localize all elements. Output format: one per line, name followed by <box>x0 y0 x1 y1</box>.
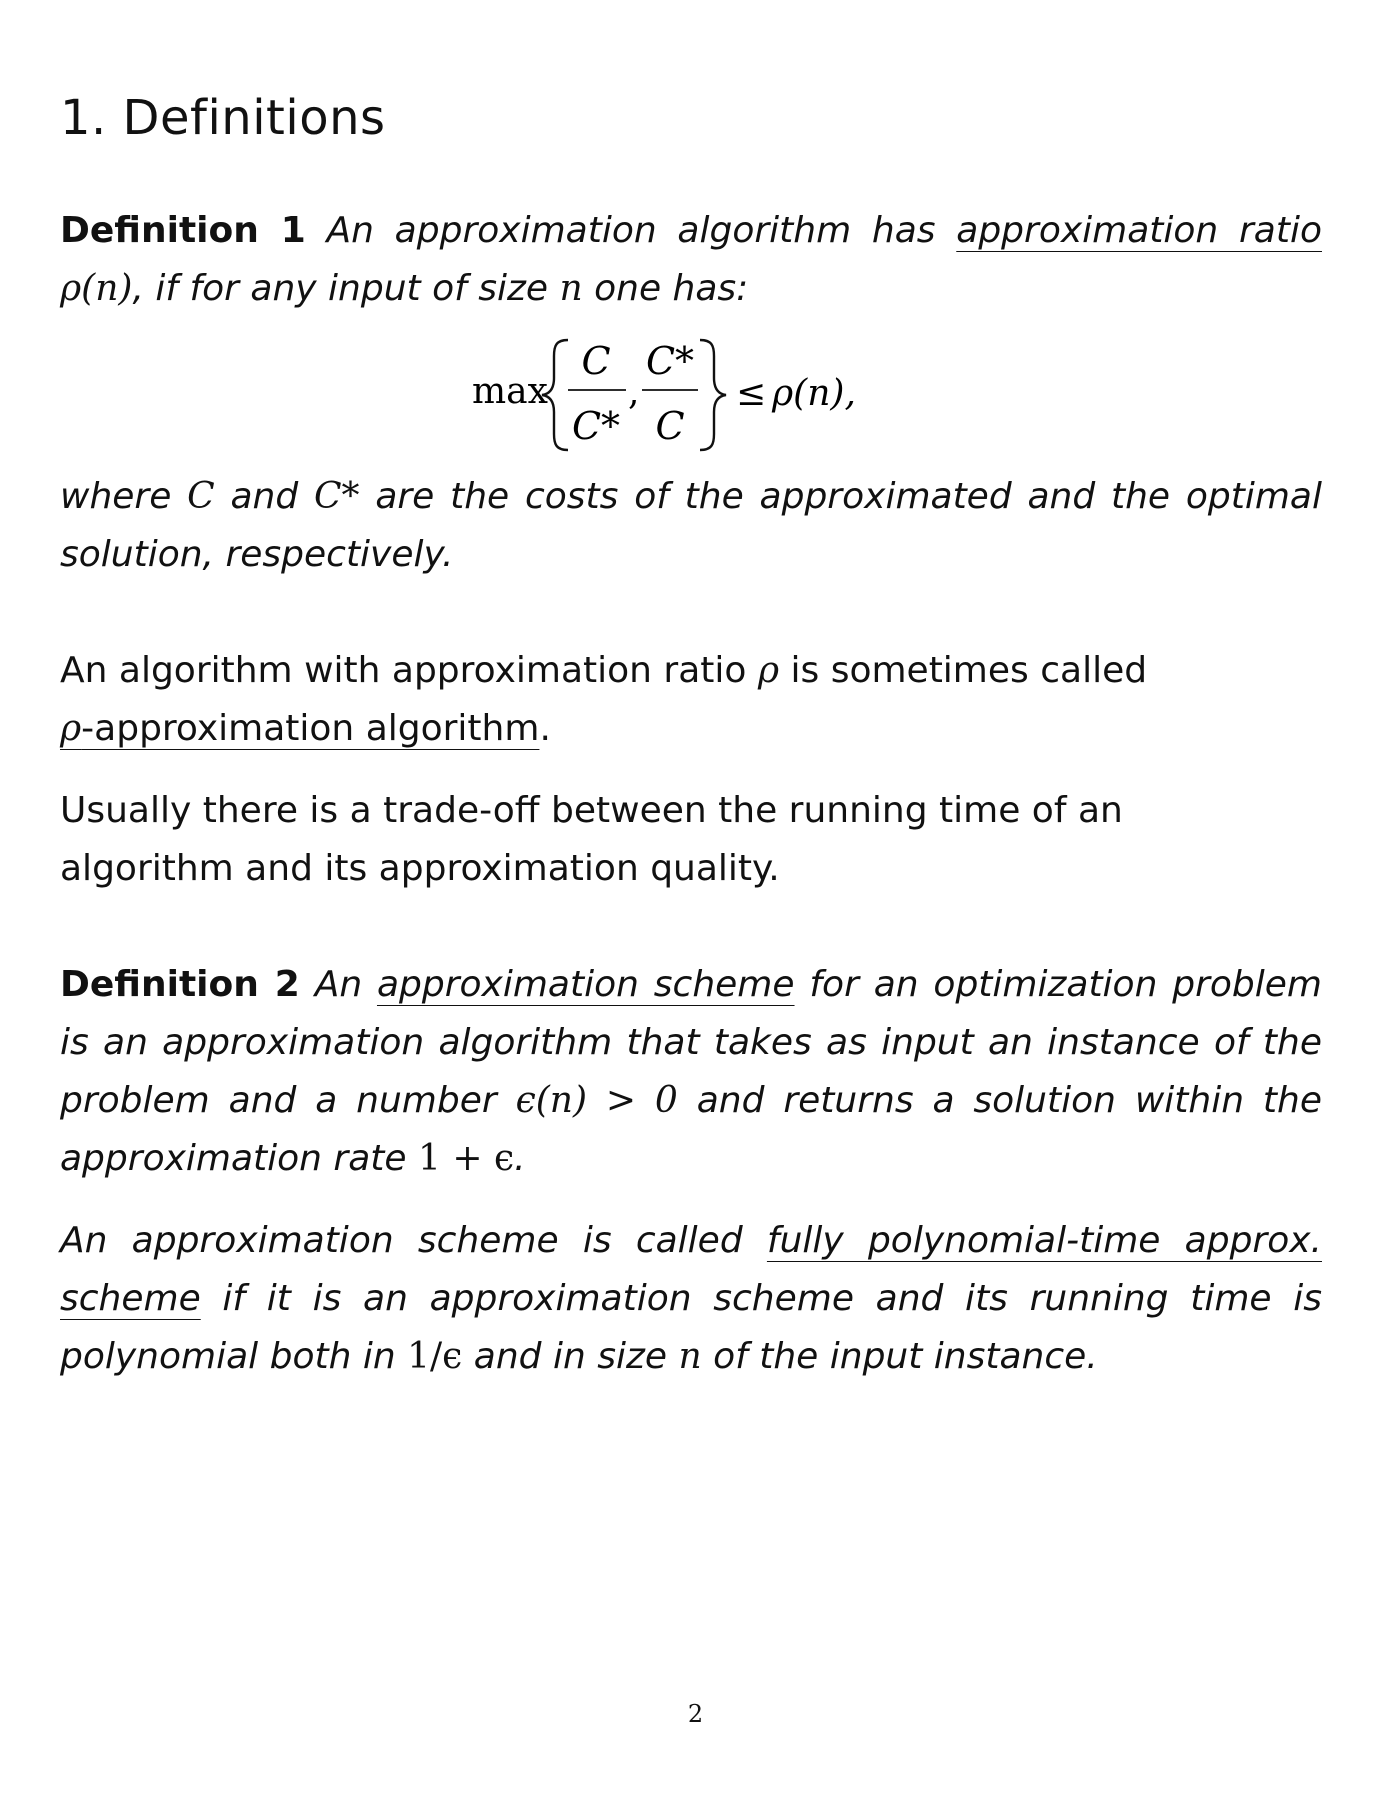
definition-2-label: Definition 2 <box>60 964 300 1005</box>
section-title: 1. Definitions <box>60 90 386 146</box>
term-fully-polynomial-time-approx-scheme: fully polynomial-time approx. scheme <box>60 1220 1322 1319</box>
term-approximation-scheme: approximation scheme <box>376 964 795 1005</box>
paragraph-fptas <box>60 1212 1322 1386</box>
definition-1-text-a: An approximation algorithm has <box>326 210 957 251</box>
equation-comma: , <box>628 372 640 413</box>
math-C: C <box>187 476 215 517</box>
equation-den-2: C <box>655 404 685 448</box>
definition-2-text-a: An <box>314 964 377 1005</box>
rho-text-b: is sometimes called <box>779 650 1148 691</box>
paragraph-tradeoff: Usually there is a trade-off between the running time of an algorithm and its approximation quality. <box>60 790 1123 889</box>
definition-1-text-b: , if for any input of size <box>132 268 560 309</box>
display-equation <box>60 326 1322 464</box>
where-text-a: where <box>60 476 188 517</box>
fptas-text-a: An approximation scheme is called <box>60 1220 767 1261</box>
math-rho: ρ <box>757 650 780 691</box>
math-eps-n-gt-0: ϵ(n) > 0 <box>515 1080 678 1121</box>
page-content <box>60 90 1322 1386</box>
equation-svg <box>60 326 1322 464</box>
spacer <box>60 898 1322 956</box>
definition-2 <box>60 956 1322 1188</box>
math-one-plus-eps: 1 + ϵ <box>418 1138 515 1179</box>
math-C-star: C* <box>313 476 360 517</box>
rho-end: . <box>539 708 551 749</box>
spacer <box>60 1188 1322 1212</box>
equation-num-1: C <box>581 339 611 383</box>
term-rho-approximation-algorithm <box>60 708 539 749</box>
where-and: and <box>214 476 314 517</box>
definition-1-where <box>60 468 1322 584</box>
spacer <box>60 758 1322 782</box>
math-inv-eps: 1/ϵ <box>407 1336 463 1377</box>
definition-2-text-c: and returns a solution within the approximation rate <box>60 1080 1322 1179</box>
where-text-b: are the costs of the approximated and the optimal solution, respectively. <box>60 476 1322 575</box>
term-approximation-ratio: approximation ratio <box>956 210 1322 251</box>
equation-rhs: ρ(n), <box>772 373 856 414</box>
equation-left-brace <box>542 340 568 450</box>
math-n-size: n <box>678 1336 702 1377</box>
equation-leq: ≤ <box>736 373 767 414</box>
definition-1-label: Definition 1 <box>60 210 306 251</box>
definition-2-text-b: for an optimization problem is an approximation algorithm that takes as input an instance of the problem and a number <box>60 964 1322 1121</box>
equation-right-brace <box>700 340 726 450</box>
fptas-text-b: if it is an approximation scheme and its running time is polynomial both in <box>60 1278 1322 1377</box>
definition-1-text-c: one has: <box>582 268 749 309</box>
page-number: 2 <box>687 1700 704 1728</box>
rho-text-a: An algorithm with approximation ratio <box>60 650 758 691</box>
term-rho-symbol: ρ <box>60 708 82 749</box>
equation-max: max <box>472 371 548 412</box>
math-rho-n: ρ(n) <box>60 268 133 309</box>
math-n: n <box>559 268 583 309</box>
fptas-text-c: and in size <box>462 1336 679 1377</box>
definition-1 <box>60 202 1322 318</box>
definition-2-end: . <box>514 1138 526 1179</box>
equation-num-2: C* <box>645 339 695 383</box>
equation-den-1: C* <box>571 404 621 448</box>
spacer <box>60 584 1322 642</box>
paragraph-rho-approximation <box>60 642 1322 758</box>
fptas-text-d: of the input instance. <box>701 1336 1098 1377</box>
term-rho-text: -approximation algorithm <box>81 708 540 749</box>
